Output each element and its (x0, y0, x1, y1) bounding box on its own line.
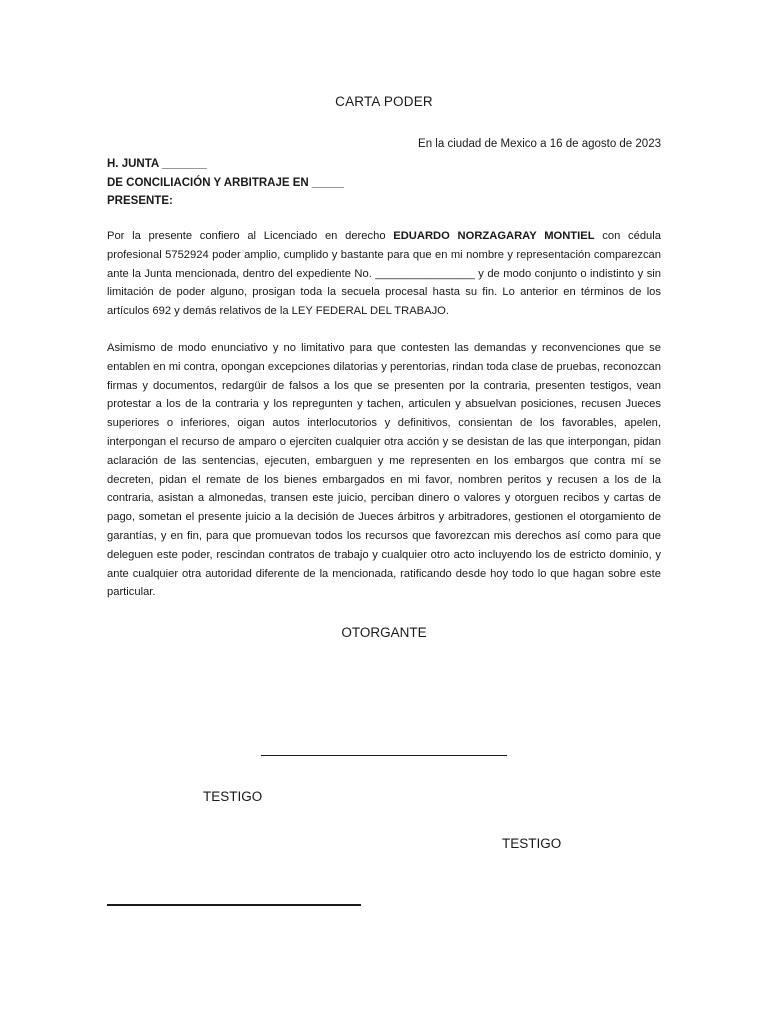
paragraph1-body: con cédula profesional 5752924 poder amplio, cumplido y bastante para que en mi nombre y representación comparezcan ante la Junta mencionada, dentro del expediente No. ________________ y de modo conjunto o indistinto y sin limitación de poder alguno, prosigan toda la secuela procesal hasta su fin. Lo anterior en términos de los artículos 692 y demás relativos de la LEY FEDERAL DEL TRABAJO. (107, 230, 661, 318)
date-line: En la ciudad de Mexico a 16 de agosto de 2023 (418, 138, 661, 150)
otorgante-signature-line (261, 755, 507, 756)
paragraph-powers-list: Asimismo de modo enunciativo y no limitativo para que contesten las demandas y reconvenciones que se entablen en mi contra, opongan excepciones dilatorias y perentorias, rindan toda clase de pruebas, reconozcan firmas y documentos, redargüir de falsos a los que se presenten por la contraria, presenten testigos, vean protestar a los de la contraria y los repregunten y tachen, articulen y absuelvan posiciones, recusen Jueces superiores o inferiores, oigan autos interlocutorios y definitivos, consientan de los favorables, apelen, interpongan el recurso de amparo o ejerciten cualquier otra acción y se desistan de las que interpongan, pidan aclaración de las sentencias, ejecuten, embarguen y me representen en los embargos que contra mí se decreten, pidan el remate de los bienes embargados en mi favor, nombren peritos y recusen a los de la contraria, asistan a almonedas, transen este juicio, perciban dinero o valores y otorguen recibos y cartas de pago, sometan el presente juicio a la decisión de Jueces árbitros y arbitradores, gestionen el otorgamiento de garantías, y en fin, para que promuevan todos los recursos que favorezcan mis derechos así como para que deleguen este poder, rescindan contratos de trabajo y cualquier otro acto incluyendo los de estricto dominio, y ante cualquier otra autoridad diferente de la mencionada, ratificando desde hoy todo lo que hagan sobre este particular. (107, 342, 661, 599)
attorney-name: EDUARDO NORZAGARAY MONTIEL (393, 230, 595, 242)
addressee-line-conciliacion: DE CONCILIACIÓN Y ARBITRAJE EN _____ (107, 176, 344, 189)
addressee-block (107, 155, 344, 211)
paragraph-grant-of-power (107, 227, 661, 321)
paragraph1-intro: Por la presente confiero al Licenciado en derecho (107, 230, 394, 242)
document-title: CARTA PODER (335, 94, 433, 109)
otorgante-label: OTORGANTE (341, 625, 427, 640)
addressee-line-presente: PRESENTE: (107, 195, 173, 207)
testigo-right-label: TESTIGO (502, 836, 562, 851)
testigo-signature-line (107, 904, 361, 906)
testigo-left-label: TESTIGO (203, 789, 263, 804)
addressee-line-junta: H. JUNTA _______ (107, 158, 207, 170)
